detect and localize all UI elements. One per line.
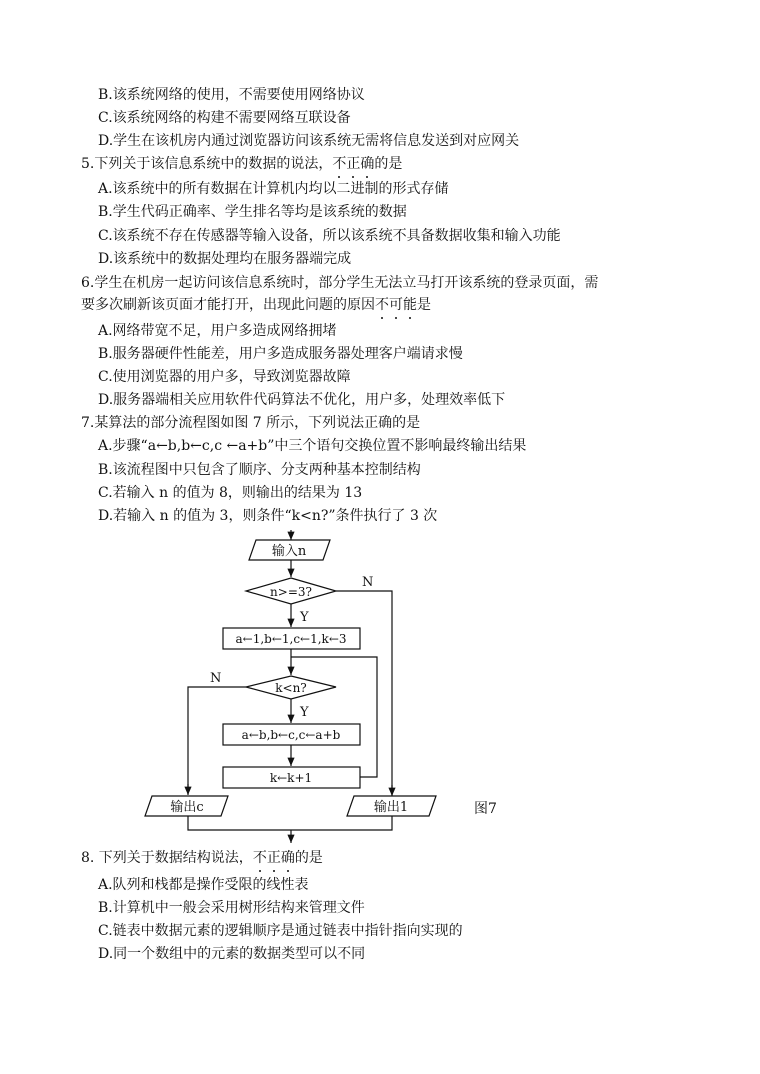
q6-stem-line1: 6.学生在机房一起访问该信息系统时，部分学生无法立马打开该系统的登录页面，需 [81,275,599,291]
figure-caption: 图7 [474,801,497,817]
q6-option-a: A.网络带宽不足，用户多造成网络拥堵 [98,323,337,339]
q7-option-d: D.若输入 n 的值为 3，则条件“k<n?”条件执行了 3 次 [98,508,438,524]
q6-stem-after: 是 [417,297,431,313]
q7-option-b: B.该流程图中只包含了顺序、分支两种基本控制结构 [98,462,421,478]
q6-option-d: D.服务器端相关应用软件代码算法不优化，用户多，处理效率低下 [98,392,506,408]
flow-incr-label: k←k+1 [269,771,313,785]
flow-input-label: 输入n [271,544,307,559]
flow-cond2-yes: Y [300,705,309,720]
emphasis-char: 能 [403,297,417,313]
flow-swap-label: a←b,b←c,c←a+b [241,728,341,742]
flow-cond1-label: n>=3? [270,585,312,599]
q8-option-b: B.计算机中一般会采用树形结构来管理文件 [98,900,365,916]
q4-option-d: D.学生在该机房内通过浏览器访问该系统无需将信息发送到对应网关 [98,133,520,149]
emphasis-char: 不 [332,156,347,172]
flow-cond1-yes: Y [300,610,309,625]
flow-output-c-label: 输出c [170,800,204,815]
flow-cond2-no: N [210,671,222,686]
flow-init-label: a←1,b←1,c←1,k←3 [235,632,347,646]
q5-stem-before: 5.下列关于该信息系统中的数据的说法， [81,156,333,172]
emphasis-char: 确 [360,156,375,172]
q5-option-d: D.该系统中的数据处理均在服务器端完成 [98,251,352,267]
flow-cond1-no: N [362,575,374,590]
q6-stem-before: 要多次刷新该页面才能打开，出现此问题的原因 [81,297,375,313]
emphasis-char: 可 [389,297,403,313]
flow-cond2-label: k<n? [275,681,307,695]
q8-option-a: A.队列和栈都是操作受限的线性表 [98,877,309,893]
q5-stem-after: 的是 [374,156,403,172]
emphasis-char: 不 [252,850,267,866]
q8-option-d: D.同一个数组中的元素的数据类型可以不同 [98,946,366,962]
q8-stem-after: 的是 [294,850,323,866]
emphasis-char: 不 [375,297,389,313]
q7-stem: 7.某算法的部分流程图如图 7 所示，下列说法正确的是 [81,415,421,431]
emphasis-char: 正 [266,850,281,866]
emphasis-char: 正 [346,156,361,172]
q4-option-c: C.该系统网络的构建不需要网络互联设备 [98,110,351,126]
q8-stem-emphasis [253,850,295,866]
q7-option-a: A.步骤“a←b,b←c,c ←a+b”中三个语句交换位置不影响最终输出结果 [98,438,527,454]
q4-option-b: B.该系统网络的使用，不需要使用网络协议 [98,87,365,103]
q5-option-c: C.该系统不存在传感器等输入设备，所以该系统不具备数据收集和输入功能 [98,228,561,244]
q7-option-c: C.若输入 n 的值为 8，则输出的结果为 13 [98,485,363,501]
q5-option-a: A.该系统中的所有数据在计算机内均以二进制的形式存储 [98,181,449,197]
q6-option-c: C.使用浏览器的用户多，导致浏览器故障 [98,369,351,385]
q8-option-c: C.链表中数据元素的逻辑顺序是通过链表中指针指向实现的 [98,923,463,939]
q6-option-b: B.服务器硬件性能差，用户多造成服务器处理客户端请求慢 [98,346,463,362]
flow-output-1-label: 输出1 [373,800,409,815]
q5-option-b: B.学生代码正确率、学生排名等均是该系统的数据 [98,204,407,220]
q8-stem-before: 8. 下列关于数据结构说法， [81,850,253,866]
q8-stem [81,849,323,867]
emphasis-char: 确 [280,850,295,866]
